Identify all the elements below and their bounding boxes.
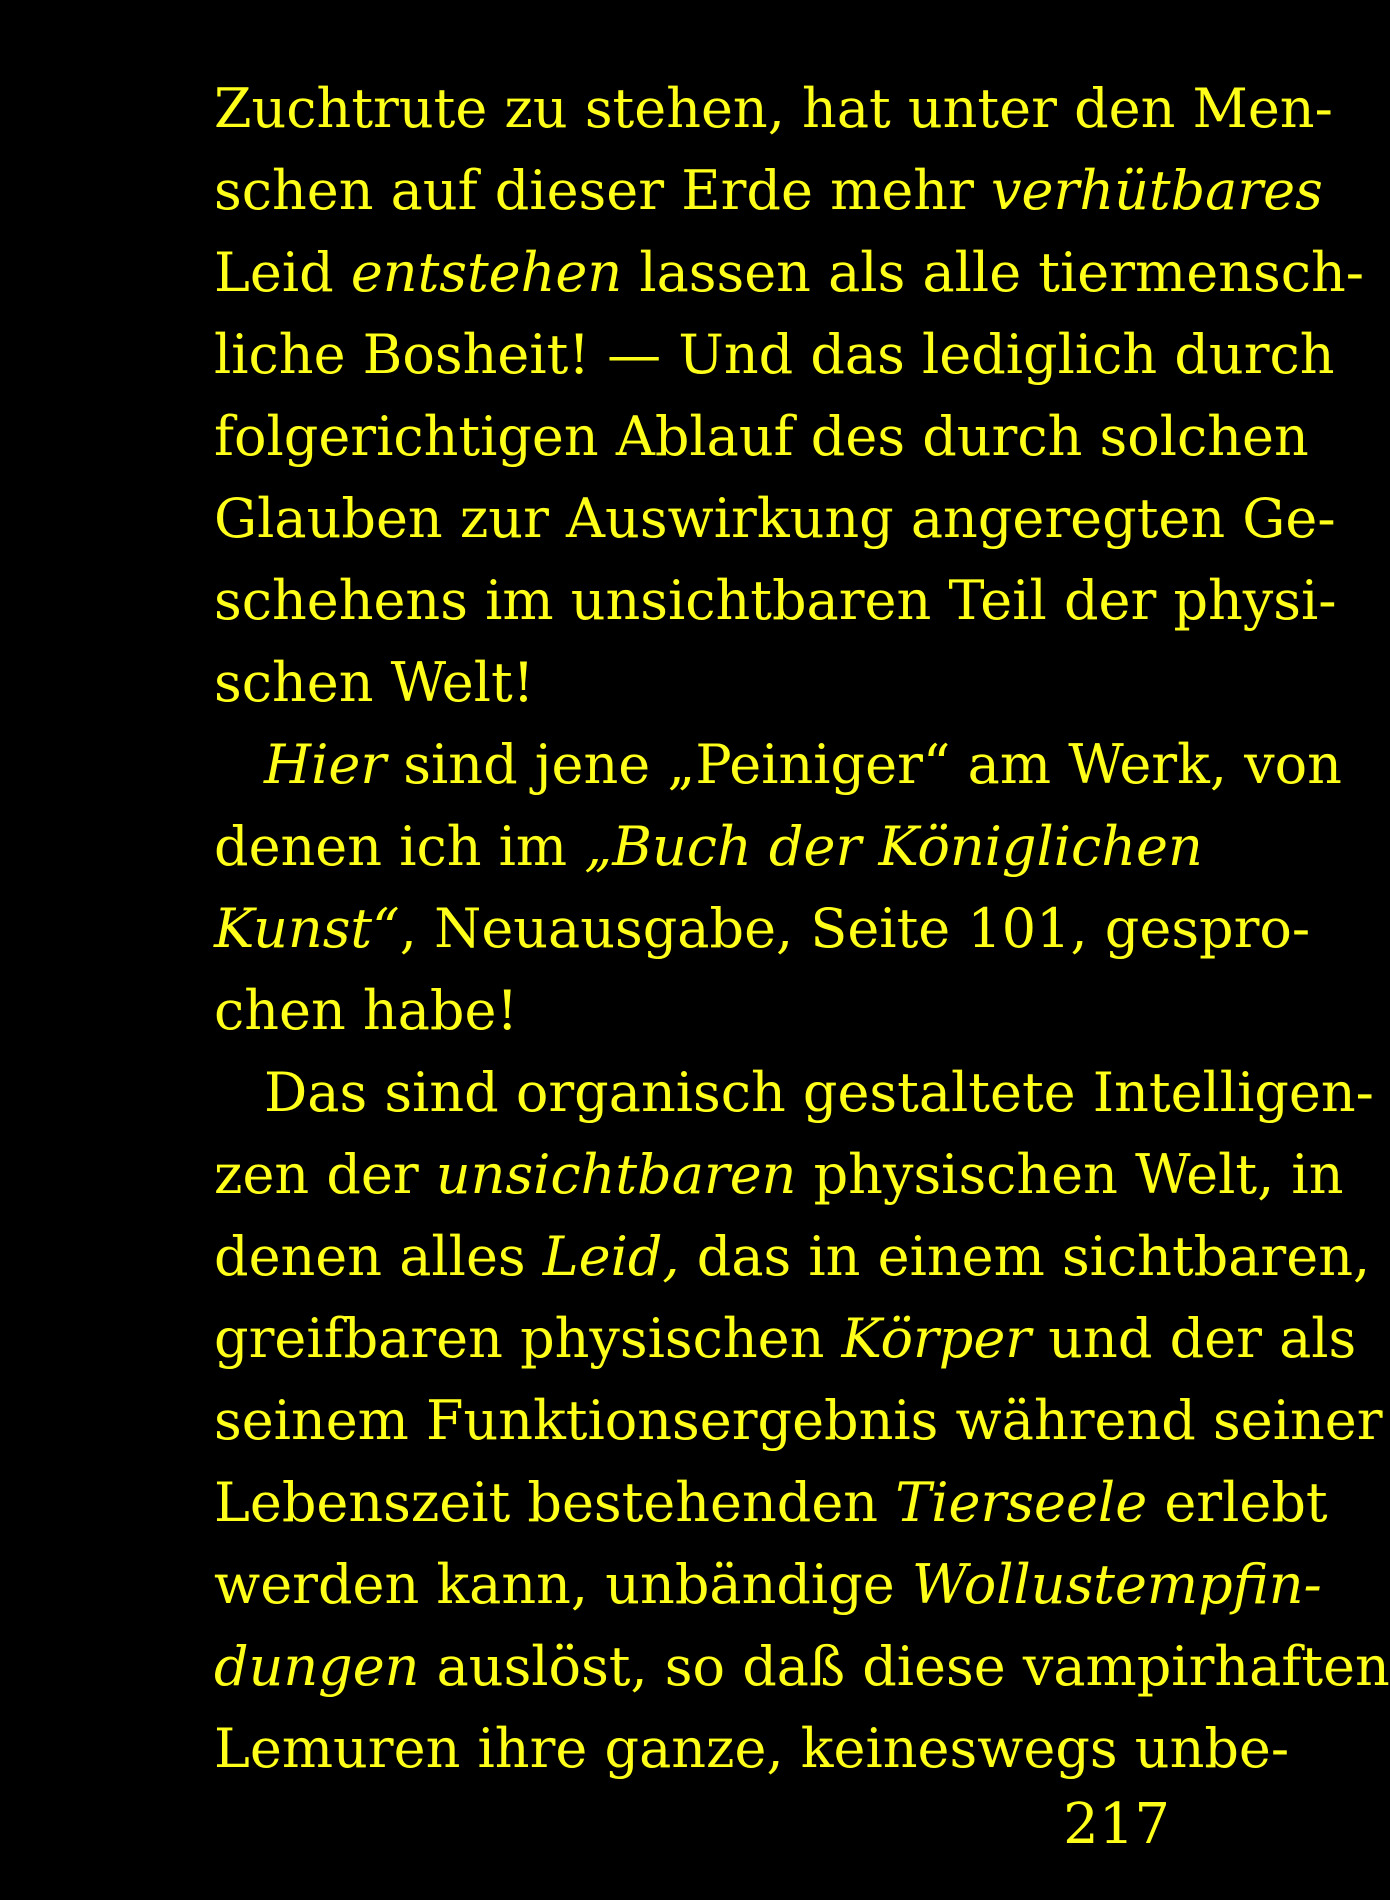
text-line-7: schehens im unsichtbaren Teil der physi-: [214, 569, 1337, 632]
text-line-9: Hier sind jene „Peiniger“ am Werk, von: [264, 733, 1342, 796]
text-line-3: Leid entstehen lassen als alle tiermensch-: [214, 241, 1364, 304]
text-line-14: zen der unsichtbaren physischen Welt, in: [214, 1143, 1344, 1206]
text-line-4: liche Bosheit! — Und das lediglich durch: [214, 323, 1335, 386]
text-line-10: denen ich im „Buch der Königlichen: [214, 815, 1203, 878]
text-line-21: Lemuren ihre ganze, keineswegs unbe-: [214, 1717, 1290, 1780]
text-line-18: Lebenszeit bestehenden Tierseele erlebt: [214, 1471, 1328, 1534]
text-line-6: Glauben zur Auswirkung angeregten Ge-: [214, 487, 1336, 550]
text-line-8: schen Welt!: [214, 651, 535, 714]
text-line-20: dungen auslöst, so daß diese vampirhaften: [214, 1635, 1390, 1698]
text-line-19: werden kann, unbändige Wollustempfin-: [214, 1553, 1322, 1616]
text-line-17: seinem Funktionsergebnis während seiner: [214, 1389, 1383, 1452]
text-line-2: schen auf dieser Erde mehr verhütbares: [214, 159, 1323, 222]
text-line-5: folgerichtigen Ablauf des durch solchen: [214, 405, 1309, 468]
text-line-13: Das sind organisch gestaltete Intelligen-: [264, 1061, 1374, 1124]
text-line-12: chen habe!: [214, 979, 519, 1042]
text-line-16: greifbaren physischen Körper und der als: [214, 1307, 1357, 1370]
text-line-11: Kunst“, Neuausgabe, Seite 101, gespro-: [214, 897, 1311, 960]
text-line-15: denen alles Leid, das in einem sichtbaren,: [214, 1225, 1371, 1288]
page-number: 217: [1063, 1792, 1170, 1857]
text-line-1: Zuchtrute zu stehen, hat unter den Men-: [214, 77, 1333, 140]
